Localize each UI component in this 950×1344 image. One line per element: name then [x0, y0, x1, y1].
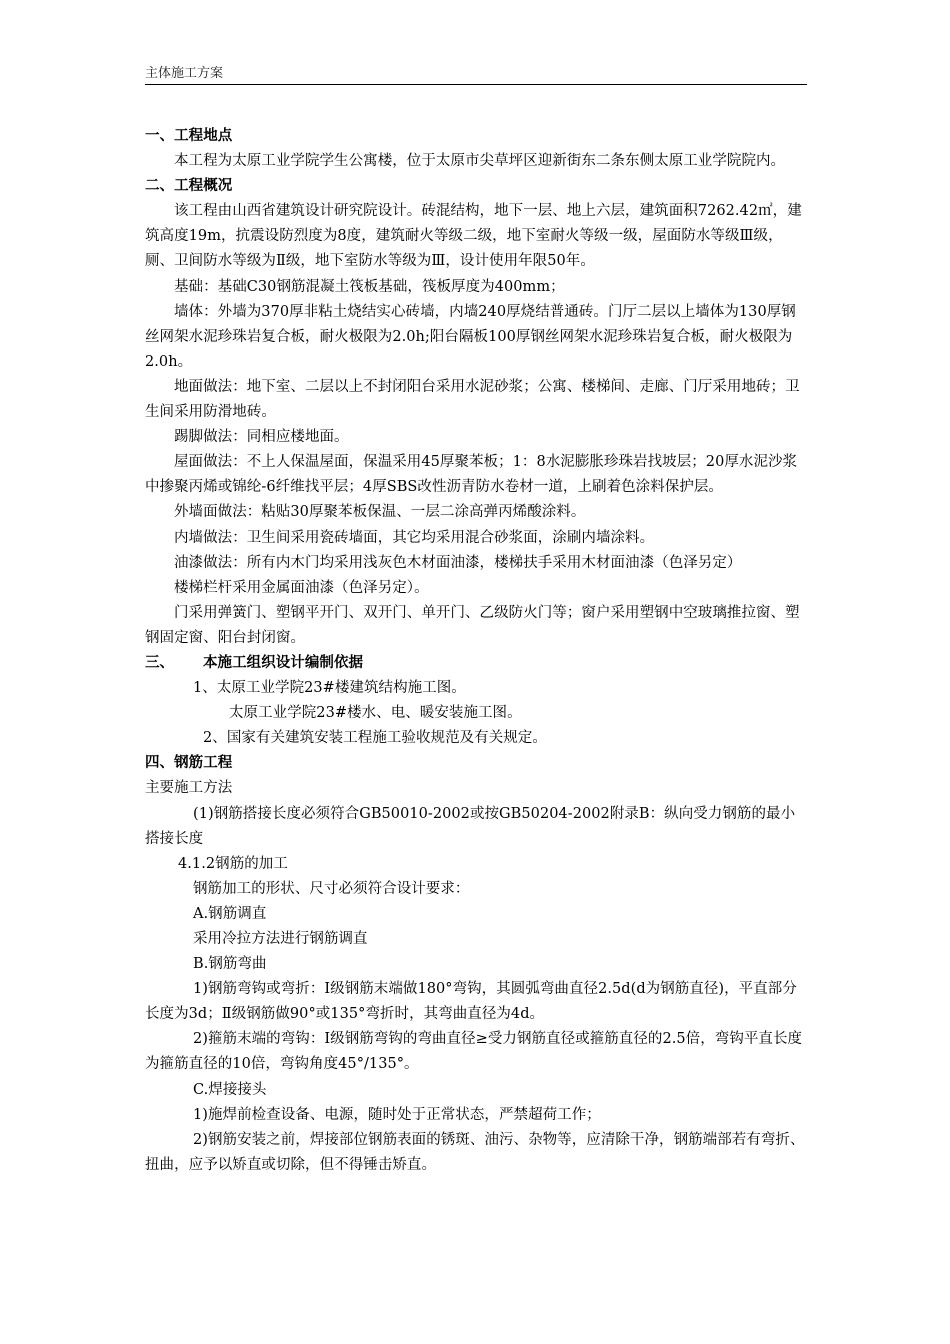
paragraph-paint: 油漆做法：所有内木门均采用浅灰色木材面油漆，楼梯扶手采用木材面油漆（色泽另定） — [174, 554, 742, 571]
basis-item-1: 1、太原工业学院23#楼建筑结构施工图。 — [193, 680, 466, 697]
paragraph-lap-length: (1)钢筋搭接长度必须符合GB50010-2002或按GB50204-2002附录B：纵向受力钢筋的最小搭接长度 — [145, 805, 796, 847]
document-body — [145, 124, 807, 1178]
section-heading-3-text: 本施工组织设计编制依据 — [203, 654, 364, 671]
item-a: A.钢筋调直 — [193, 905, 267, 922]
section-heading-3 — [145, 651, 807, 676]
paragraph-location: 本工程为太原工业学院学生公寓楼，位于太原市尖草坪区迎新街东二条东侧太原工业学院院内。 — [174, 153, 786, 170]
item-c: C.焊接接头 — [193, 1081, 267, 1098]
basis-item-2: 2、国家有关建筑安装工程施工验收规范及有关规定。 — [203, 730, 547, 747]
paragraph-requirement: 钢筋加工的形状、尺寸必须符合设计要求： — [193, 880, 470, 897]
paragraph-exterior: 外墙面做法：粘贴30厚聚苯板保温、一层二涂高弹丙烯酸涂料。 — [174, 504, 586, 521]
section-heading-3-number: 三、 — [145, 654, 175, 671]
paragraph-foundation: 基础：基础C30钢筋混凝土筏板基础，筏板厚度为400mm； — [174, 278, 565, 295]
section-heading-1: 一、工程地点 — [145, 128, 233, 144]
paragraph-walls: 墙体：外墙为370厚非粘土烧结实心砖墙，内墙240厚烧结普通砖。门厅二层以上墙体为130厚钢丝网架水泥珍珠岩复合板，耐火极限为2.0h;阳台隔板100厚钢丝网架水泥珍珠岩复合板，耐火极限为2.0h。 — [145, 303, 796, 370]
paragraph-roof: 屋面做法：不上人保温屋面，保温采用45厚聚苯板；1：8水泥膨胀珍珠岩找坡层；20厚水泥沙浆中掺聚丙烯或锦纶-6纤维找平层；4厚SBS改性沥青防水卷材一道，上刷着色涂料保护层。 — [145, 454, 798, 496]
paragraph-floor: 地面做法：地下室、二层以上不封闭阳台采用水泥砂浆；公寓、楼梯间、走廊、门厅采用地砖；卫生间采用防滑地砖。 — [145, 378, 800, 421]
item-b: B.钢筋弯曲 — [193, 956, 267, 973]
paragraph-skirting: 踢脚做法：同相应楼地面。 — [174, 429, 349, 446]
subheading-4-1-2: 4.1.2钢筋的加工 — [178, 855, 288, 872]
item-b-1: 1)钢筋弯钩或弯折：Ⅰ级钢筋末端做180°弯钩，其圆弧弯曲直径2.5d(d为钢筋直径)，平直部分长度为3d；Ⅱ级钢筋做90°或135°弯折时，其弯曲直径为4d。 — [145, 981, 797, 1023]
paragraph-doors: 门采用弹簧门、塑钢平开门、双开门、单开门、乙级防火门等；窗户采用塑钢中空玻璃推拉窗、塑钢固定窗、阳台封闭窗。 — [145, 604, 800, 646]
method-label: 主要施工方法 — [145, 780, 233, 797]
basis-item-1b: 太原工业学院23#楼水、电、暖安装施工图。 — [229, 705, 522, 722]
item-c-2: 2)钢筋安装之前，焊接部位钢筋表面的锈斑、油污、杂物等，应清除干净，钢筋端部若有弯折、扭曲，应予以矫直或切除，但不得锤击矫直。 — [145, 1131, 805, 1173]
page-header — [145, 62, 807, 85]
item-c-1: 1)施焊前检查设备、电源，随时处于正常状态，严禁超荷工作； — [193, 1106, 601, 1123]
item-a-text: 采用冷拉方法进行钢筋调直 — [193, 931, 368, 947]
paragraph-overview: 该工程由山西省建筑设计研究院设计。砖混结构，地下一层、地上六层，建筑面积7262.42㎡，建筑高度19m，抗震设防烈度为8度，建筑耐火等级二级，地下室耐火等级一级，屋面防水等级Ⅲ级，厕、卫间防水等级为Ⅱ级，地下室防水等级为Ⅲ，设计使用年限50年。 — [145, 203, 802, 270]
header-title: 主体施工方案 — [145, 66, 224, 81]
paragraph-railing: 楼梯栏杆采用金属面油漆（色泽另定）。 — [174, 579, 429, 596]
section-heading-4: 四、钢筋工程 — [145, 755, 233, 772]
item-b-2: 2)箍筋末端的弯钩：Ⅰ级钢筋弯钩的弯曲直径≥受力钢筋直径或箍筋直径的2.5倍，弯钩平直长度为箍筋直径的10倍，弯钩角度45°/135°。 — [145, 1031, 803, 1073]
section-heading-2: 二、工程概况 — [145, 178, 233, 195]
paragraph-interior: 内墙做法：卫生间采用瓷砖墙面，其它均采用混合砂浆面，涂刷内墙涂料。 — [174, 529, 655, 546]
